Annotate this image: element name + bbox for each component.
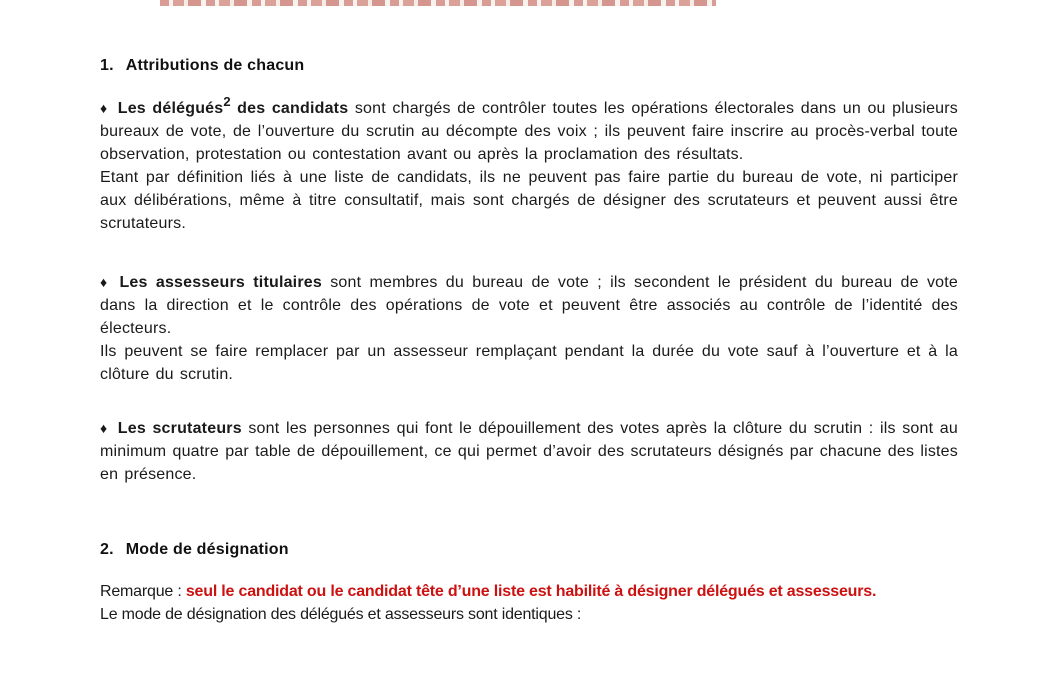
section-1-number: 1. xyxy=(100,57,114,74)
section-2-heading xyxy=(100,538,958,561)
delegates-bold-lead: Les délégués xyxy=(117,100,224,117)
section-2-title: Mode de désignation xyxy=(125,541,289,558)
designation-mode-line: Le mode de désignation des délégués et assesseurs sont identiques : xyxy=(100,606,582,623)
assessors-replacement-note: Ils peuvent se faire remplacer par un assesseur remplaçant pendant la durée du vote sauf à l’ouverture et à la clôture du scrutin. xyxy=(100,343,958,383)
scrutineers-bold-lead: Les scrutateurs xyxy=(117,420,242,437)
section-1-title: Attributions de chacun xyxy=(125,57,305,74)
section-2-number: 2. xyxy=(100,541,114,558)
delegates-body-continued: Etant par définition liés à une liste de candidats, ils ne peuvent pas faire partie du bureau de vote, ni participer aux délibérations, même à titre consultatif, mais sont chargés de désigner des scrutateurs et peuvent aussi être scrutateurs. xyxy=(100,169,958,232)
bullet-paragraph-delegates xyxy=(100,94,958,235)
diamond-bullet-icon: ♦ xyxy=(100,420,108,436)
remark-label: Remarque : xyxy=(100,583,186,600)
remark-red-text: seul le candidat ou le candidat tête d’une liste est habilité à désigner délégués et assesseurs. xyxy=(185,583,877,600)
scrutineers-body: sont les personnes qui font le dépouillement des votes après la clôture du scrutin : ils sont au minimum quatre par table de dépouillement, ce qui permet d’avoir des scrutateurs désignés par chacune des listes en présence. xyxy=(100,420,958,483)
remark-paragraph xyxy=(100,580,958,626)
assessors-body: sont membres du bureau de vote ; ils secondent le président du bureau de vote dans la direction et le contrôle des opérations de vote et peuvent être associés au contrôle de l’identité des électeurs. xyxy=(100,274,959,337)
assessors-bold-lead: Les assesseurs titulaires xyxy=(119,274,322,291)
section-1-heading xyxy=(100,54,958,77)
document-content xyxy=(100,0,958,626)
diamond-bullet-icon: ♦ xyxy=(100,100,108,116)
footnote-reference-2: 2 xyxy=(223,94,231,109)
delegates-bold-tail: des candidats xyxy=(230,100,349,117)
diamond-bullet-icon: ♦ xyxy=(100,274,110,290)
delegates-body: sont chargés de contrôler toutes les opérations électorales dans un ou plusieurs bureaux de vote, de l’ouverture du scrutin au décompte des voix ; ils peuvent faire inscrire au procès-verbal toute observation, protestation ou contestation avant ou après la proclamation des résultats. xyxy=(100,100,958,163)
bullet-paragraph-assessors xyxy=(100,271,958,386)
bullet-paragraph-scrutineers xyxy=(100,417,958,486)
